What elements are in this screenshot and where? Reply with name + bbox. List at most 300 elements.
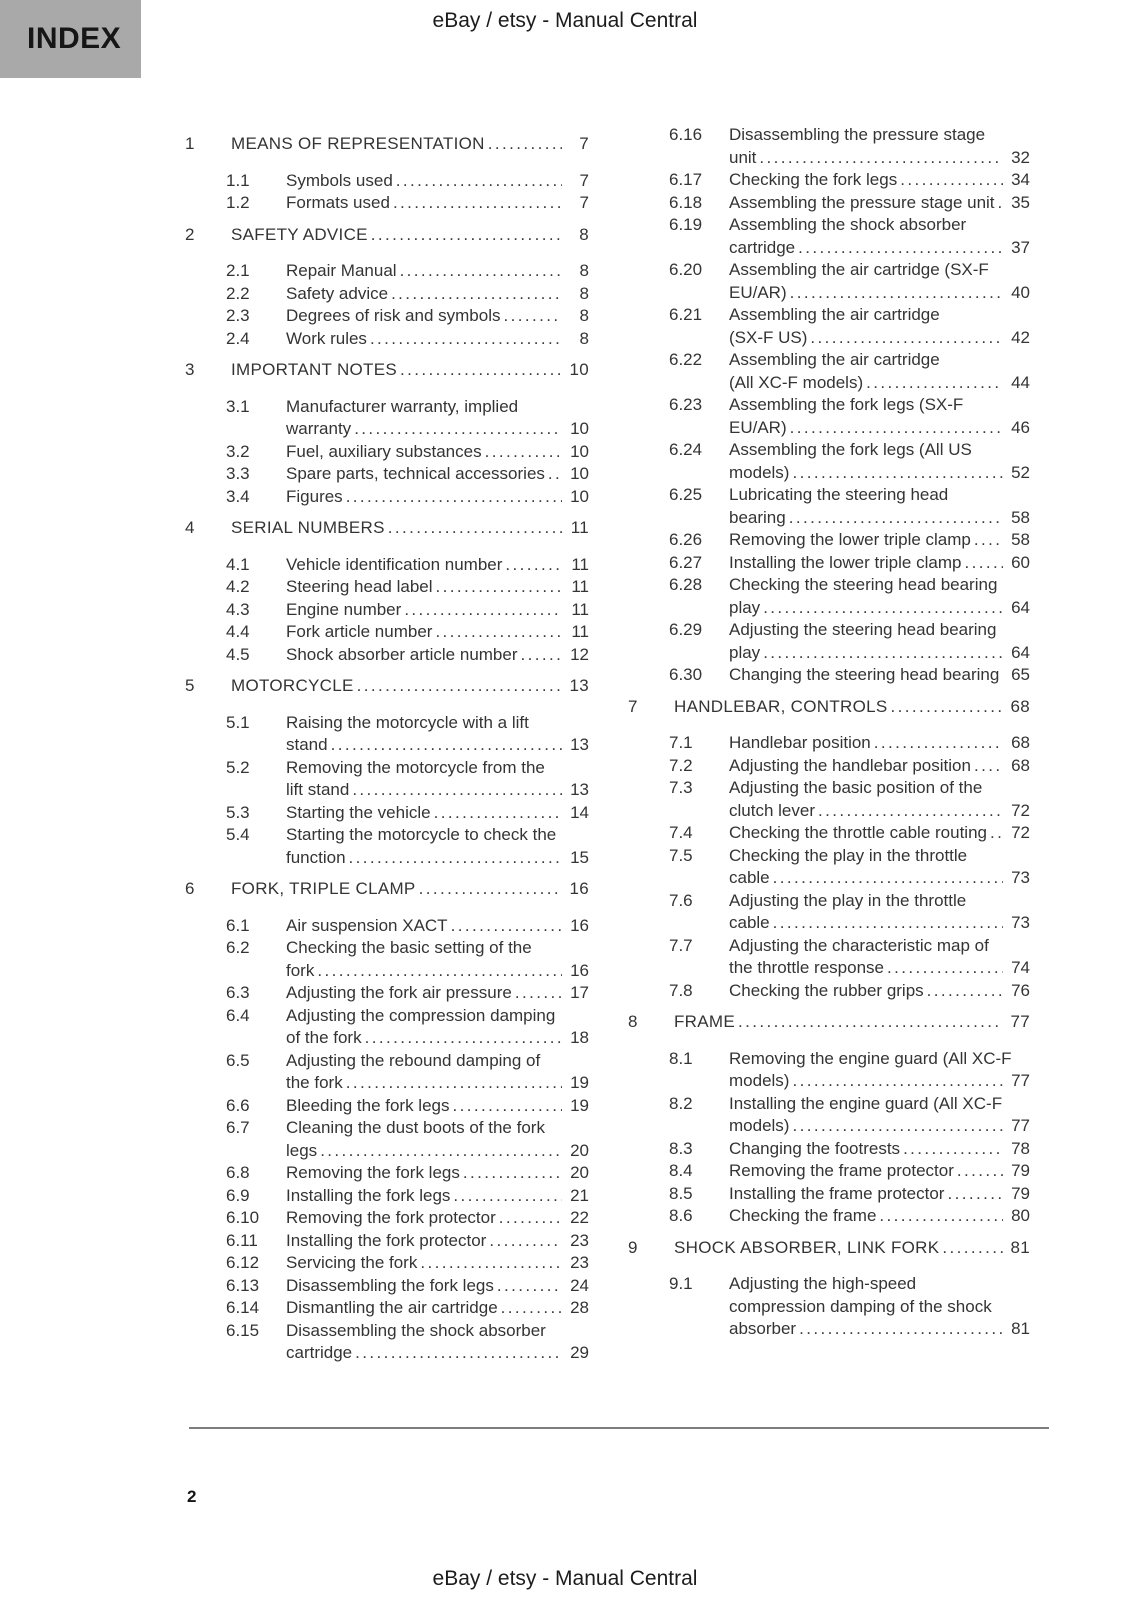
entry-title-line: Installing the engine guard (All XC-F <box>729 1093 1003 1113</box>
entry-page-number: 79 <box>1011 1183 1030 1203</box>
entry-last-line <box>231 359 589 382</box>
entry-title-line: Checking the steering head bearing <box>729 575 998 594</box>
entry-title-line: Adjusting the play in the throttle <box>729 890 967 910</box>
entry-number: 6.8 <box>226 1163 250 1182</box>
entry-body <box>729 1093 1030 1138</box>
entry-title-line: Changing the footrests <box>729 1138 901 1158</box>
entry-last-line <box>729 800 1030 823</box>
dot-leader <box>404 599 562 622</box>
dot-leader <box>370 328 562 351</box>
toc-entry-9 <box>628 1237 1030 1260</box>
entry-number: 6.10 <box>226 1208 260 1227</box>
dot-leader <box>874 732 1003 755</box>
entry-page-number: 58 <box>1011 507 1030 527</box>
entry-last-line <box>729 957 1030 980</box>
entry-body <box>674 1237 1030 1260</box>
entry-body <box>729 169 1030 192</box>
entry-last-line <box>286 1140 589 1163</box>
toc-entry-6.7 <box>185 1117 589 1162</box>
entry-body <box>729 777 1030 822</box>
toc-entry-9.1 <box>628 1273 1030 1341</box>
toc-entry-6.18 <box>628 192 1030 215</box>
entry-number: 6.15 <box>226 1320 260 1340</box>
entry-number: 6 <box>185 879 195 898</box>
entry-page-number: 23 <box>570 1230 589 1250</box>
entry-page-number: 64 <box>1011 642 1030 662</box>
dot-leader <box>505 554 562 577</box>
entry-last-line <box>286 1095 589 1118</box>
toc-entry-4 <box>185 517 589 540</box>
entry-body <box>286 621 589 644</box>
toc-entry-6.28 <box>628 574 1030 619</box>
entry-page-number: 32 <box>1011 147 1030 167</box>
entry-last-line <box>729 597 1030 620</box>
entry-number: 6.16 <box>669 125 703 144</box>
entry-title-line: Removing the motorcycle from the <box>286 757 545 777</box>
entry-number: 9.1 <box>669 1274 693 1293</box>
entry-title-line: MOTORCYCLE <box>231 676 354 695</box>
dot-leader <box>738 1011 1003 1034</box>
entry-body <box>286 554 589 577</box>
entry-last-line <box>729 147 1030 170</box>
entry-title-line: Starting the motorcycle to check the <box>286 825 557 844</box>
toc-entry-6.4 <box>185 1005 589 1050</box>
entry-last-line <box>286 960 589 983</box>
entry-page-number: 10 <box>570 464 589 483</box>
entry-body <box>729 439 1030 484</box>
toc-column-left <box>185 124 589 1365</box>
entry-body <box>286 937 589 982</box>
entry-body <box>286 396 589 441</box>
dot-leader <box>927 980 1003 1003</box>
toc-entry-8 <box>628 1011 1030 1034</box>
entry-last-line <box>286 441 589 464</box>
entry-page-number: 10 <box>569 360 589 379</box>
entry-title-line: Formats used <box>286 193 390 212</box>
dot-leader <box>990 822 1003 845</box>
entry-page-number: 23 <box>570 1253 589 1272</box>
toc-entry-5 <box>185 675 589 698</box>
dot-leader <box>548 463 562 486</box>
entry-last-line <box>729 462 1030 485</box>
entry-last-line <box>286 644 589 667</box>
dot-leader <box>763 642 1003 665</box>
entry-page-number: 7 <box>579 134 589 153</box>
entry-body <box>729 664 1030 687</box>
dot-leader <box>964 552 1003 575</box>
entry-title-line: Removing the lower triple clamp <box>729 530 971 549</box>
entry-page-number: 42 <box>1011 327 1030 347</box>
entry-body <box>286 576 589 599</box>
entry-number: 4.4 <box>226 622 250 641</box>
toc-entry-6.19 <box>628 214 1030 259</box>
toc-entry-8.3 <box>628 1138 1030 1161</box>
entry-title-line: SERIAL NUMBERS <box>231 518 385 537</box>
entry-last-line <box>729 1138 1030 1161</box>
entry-title-line: of the fork <box>286 1028 362 1047</box>
toc-entry-1.1 <box>185 170 589 193</box>
entry-body <box>286 599 589 622</box>
toc-entry-8.2 <box>628 1093 1030 1138</box>
entry-body <box>286 283 589 306</box>
entry-last-line <box>286 486 589 509</box>
toc-entry-6.27 <box>628 552 1030 575</box>
entry-last-line <box>286 779 589 802</box>
entry-page-number: 8 <box>579 328 589 348</box>
toc-entry-8.6 <box>628 1205 1030 1228</box>
toc-entry-2.2 <box>185 283 589 306</box>
entry-body <box>729 214 1030 259</box>
entry-number: 3.1 <box>226 396 250 416</box>
entry-body <box>729 732 1030 755</box>
entry-title-line: Disassembling the shock absorber <box>286 1320 546 1340</box>
toc-entry-2.3 <box>185 305 589 328</box>
dot-leader <box>352 779 562 802</box>
entry-last-line <box>286 1207 589 1230</box>
toc-entry-4.1 <box>185 554 589 577</box>
entry-number: 4.5 <box>226 644 250 664</box>
entry-page-number: 65 <box>1011 665 1030 684</box>
entry-number: 7.4 <box>669 823 693 842</box>
entry-body <box>729 529 1030 552</box>
dot-leader <box>320 1140 562 1163</box>
entry-last-line <box>286 1342 589 1365</box>
entry-number: 7.6 <box>669 890 693 910</box>
dot-leader <box>349 847 562 870</box>
entry-page-number: 16 <box>569 879 589 898</box>
dot-leader <box>436 576 562 599</box>
entry-page-number: 46 <box>1011 417 1030 437</box>
dot-leader <box>798 237 1003 260</box>
entry-title-line: Fork article number <box>286 622 433 641</box>
entry-last-line <box>286 599 589 622</box>
entry-title-line: Assembling the fork legs (SX-F <box>729 395 964 414</box>
entry-title-line: EU/AR) <box>729 417 787 437</box>
entry-body <box>286 1320 589 1365</box>
entry-page-number: 10 <box>570 486 589 506</box>
entry-page-number: 11 <box>571 622 589 641</box>
entry-title-line: unit <box>729 147 757 167</box>
entry-number: 6.6 <box>226 1095 250 1115</box>
entry-title-line: Vehicle identification number <box>286 554 503 574</box>
dot-leader <box>388 517 562 540</box>
entry-last-line <box>729 1183 1030 1206</box>
dot-leader <box>317 960 562 983</box>
entry-body <box>286 463 589 486</box>
toc-entry-3.3 <box>185 463 589 486</box>
entry-title-line: Adjusting the steering head bearing <box>729 620 997 639</box>
dot-leader <box>331 734 562 757</box>
entry-body <box>286 1252 589 1275</box>
entry-body <box>729 822 1030 845</box>
entry-last-line <box>286 1185 589 1208</box>
entry-page-number: 58 <box>1011 530 1030 549</box>
entry-title-line: fork <box>286 960 315 980</box>
toc-entry-3.2 <box>185 441 589 464</box>
toc-entry-7 <box>628 696 1030 719</box>
entry-last-line <box>729 282 1030 305</box>
entry-number: 2.3 <box>226 306 250 325</box>
entry-body <box>729 1183 1030 1206</box>
entry-last-line <box>286 260 589 283</box>
toc-entry-7.6 <box>628 890 1030 935</box>
dot-leader <box>371 224 562 247</box>
entry-page-number: 13 <box>569 676 589 695</box>
entry-title-line: Symbols used <box>286 170 393 190</box>
entry-title-line: Assembling the air cartridge <box>729 350 940 369</box>
entry-number: 6.5 <box>226 1050 250 1070</box>
entry-last-line <box>729 732 1030 755</box>
toc-entry-1.2 <box>185 192 589 215</box>
entry-title-line: EU/AR) <box>729 282 787 302</box>
entry-last-line <box>729 1115 1030 1138</box>
entry-title-line: Figures <box>286 486 343 506</box>
entry-page-number: 8 <box>579 283 589 303</box>
entry-last-line <box>729 372 1030 395</box>
entry-number: 8.1 <box>669 1048 693 1068</box>
entry-page-number: 18 <box>570 1028 589 1047</box>
entry-title-line: Removing the fork legs <box>286 1163 460 1182</box>
entry-last-line <box>729 642 1030 665</box>
entry-page-number: 24 <box>570 1275 589 1295</box>
entry-body <box>286 915 589 938</box>
toc-entry-6.2 <box>185 937 589 982</box>
entry-body <box>729 259 1030 304</box>
toc-entry-6.13 <box>185 1275 589 1298</box>
entry-title-line: Disassembling the pressure stage <box>729 125 986 144</box>
toc-entry-6.26 <box>628 529 1030 552</box>
entry-title-line: bearing <box>729 507 786 527</box>
toc-entry-2 <box>185 224 589 247</box>
entry-body <box>729 1205 1030 1228</box>
entry-last-line <box>286 621 589 644</box>
entry-body <box>729 304 1030 349</box>
entry-page-number: 68 <box>1011 755 1030 775</box>
entry-title-line: Checking the frame <box>729 1206 877 1225</box>
toc-column-right <box>628 124 1030 1341</box>
dot-leader <box>346 1072 562 1095</box>
entry-page-number: 73 <box>1011 868 1030 887</box>
entry-number: 6.23 <box>669 395 703 414</box>
entry-body <box>231 133 589 156</box>
entry-title-line: Adjusting the compression damping <box>286 1005 556 1025</box>
entry-title-line: warranty <box>286 419 352 438</box>
entry-number: 5.2 <box>226 757 250 777</box>
entry-body <box>286 1095 589 1118</box>
toc-entry-6.21 <box>628 304 1030 349</box>
entry-page-number: 73 <box>1011 913 1030 932</box>
entry-last-line <box>286 1297 589 1320</box>
dot-leader <box>451 915 562 938</box>
entry-last-line <box>729 327 1030 350</box>
dot-leader <box>792 462 1003 485</box>
entry-last-line <box>286 554 589 577</box>
dot-leader <box>974 529 1003 552</box>
entry-last-line <box>286 418 589 441</box>
entry-page-number: 60 <box>1011 552 1030 572</box>
entry-number: 6.28 <box>669 575 703 594</box>
entry-body <box>729 484 1030 529</box>
entry-last-line <box>286 305 589 328</box>
dot-leader <box>900 169 1003 192</box>
dot-leader <box>799 1318 1003 1341</box>
entry-last-line <box>729 552 1030 575</box>
entry-number: 6.13 <box>226 1275 260 1295</box>
entry-number: 8.5 <box>669 1183 693 1203</box>
entry-last-line <box>729 1205 1030 1228</box>
entry-title-line: Adjusting the characteristic map of <box>729 935 989 955</box>
dot-leader <box>1002 664 1003 687</box>
toc-entry-6.12 <box>185 1252 589 1275</box>
entry-title-line: Checking the throttle cable routing <box>729 823 987 842</box>
entry-last-line <box>286 170 589 193</box>
entry-number: 6.21 <box>669 305 703 324</box>
entry-last-line <box>231 878 589 901</box>
toc-entry-7.1 <box>628 732 1030 755</box>
entry-title-line: Air suspension XACT <box>286 915 448 935</box>
entry-page-number: 19 <box>570 1095 589 1115</box>
entry-page-number: 44 <box>1011 372 1030 392</box>
entry-number: 7.5 <box>669 845 693 865</box>
entry-body <box>729 1048 1030 1093</box>
entry-body <box>729 349 1030 394</box>
entry-title-line: Assembling the shock absorber <box>729 215 967 234</box>
entry-title-line: Installing the fork protector <box>286 1230 487 1250</box>
entry-title-line: cable <box>729 868 770 887</box>
dot-leader <box>420 1252 562 1275</box>
entry-page-number: 8 <box>579 224 589 244</box>
entry-number: 4 <box>185 518 195 537</box>
entry-body <box>674 696 1030 719</box>
entry-title-line: Fuel, auxiliary substances <box>286 441 482 461</box>
toc-entry-2.4 <box>185 328 589 351</box>
entry-last-line <box>729 980 1030 1003</box>
entry-body <box>729 755 1030 778</box>
entry-body <box>729 619 1030 664</box>
entry-number: 6.1 <box>226 915 250 935</box>
entry-body <box>729 1273 1030 1341</box>
entry-number: 6.26 <box>669 530 703 549</box>
entry-body <box>286 1230 589 1253</box>
entry-title-line: legs <box>286 1140 318 1160</box>
entry-last-line <box>729 417 1030 440</box>
toc-entry-8.1 <box>628 1048 1030 1093</box>
entry-page-number: 20 <box>570 1163 589 1182</box>
entry-number: 6.9 <box>226 1185 250 1205</box>
dot-leader <box>435 621 562 644</box>
toc-entry-4.4 <box>185 621 589 644</box>
dot-leader <box>792 1115 1003 1138</box>
entry-number: 6.30 <box>669 665 703 684</box>
toc-entry-6.16 <box>628 124 1030 169</box>
toc-entry-7.8 <box>628 980 1030 1003</box>
entry-page-number: 72 <box>1011 800 1030 820</box>
dot-leader <box>521 644 562 667</box>
entry-title-line: Work rules <box>286 328 367 348</box>
entry-page-number: 17 <box>570 983 589 1002</box>
entry-title-line: models) <box>729 462 790 482</box>
entry-title-line: Safety advice <box>286 283 389 303</box>
entry-page-number: 29 <box>570 1343 589 1362</box>
dot-leader <box>773 912 1003 935</box>
entry-title-line: absorber <box>729 1319 797 1338</box>
entry-page-number: 10 <box>570 419 589 438</box>
toc-entry-6.23 <box>628 394 1030 439</box>
dot-leader <box>792 1070 1003 1093</box>
dot-leader <box>488 133 562 156</box>
entry-title-line: the fork <box>286 1073 343 1092</box>
entry-number: 8 <box>628 1012 638 1031</box>
entry-page-number: 21 <box>570 1185 589 1205</box>
entry-last-line <box>286 1027 589 1050</box>
entry-title-line: Steering head label <box>286 577 433 596</box>
entry-body <box>286 644 589 667</box>
dot-leader <box>354 418 562 441</box>
entry-number: 6.20 <box>669 260 703 279</box>
entry-last-line <box>286 847 589 870</box>
dot-leader <box>887 957 1003 980</box>
entry-last-line <box>286 328 589 351</box>
toc-entry-7.5 <box>628 845 1030 890</box>
entry-title-line: clutch lever <box>729 800 815 820</box>
entry-body <box>286 802 589 825</box>
dot-leader <box>773 867 1003 890</box>
toc-entry-6.8 <box>185 1162 589 1185</box>
entry-title-line: Raising the motorcycle with a lift <box>286 712 529 732</box>
entry-last-line <box>729 192 1030 215</box>
entry-body <box>674 1011 1030 1034</box>
dot-leader <box>393 192 562 215</box>
entry-page-number: 11 <box>571 554 589 574</box>
entry-page-number: 7 <box>579 170 589 190</box>
dot-leader <box>891 696 1003 719</box>
entry-last-line <box>286 1072 589 1095</box>
entry-body <box>286 486 589 509</box>
entry-body <box>231 878 589 901</box>
entry-number: 2 <box>185 224 195 244</box>
entry-title-line: (All XC-F models) <box>729 372 864 392</box>
toc-entry-6.20 <box>628 259 1030 304</box>
entry-title-line: Assembling the air cartridge <box>729 305 940 324</box>
entry-title-line: stand <box>286 735 328 754</box>
entry-body <box>231 517 589 540</box>
toc-entry-3 <box>185 359 589 382</box>
entry-page-number: 14 <box>570 802 589 822</box>
entry-last-line <box>231 517 589 540</box>
dot-leader <box>391 283 562 306</box>
toc-entry-6.6 <box>185 1095 589 1118</box>
entry-body <box>729 394 1030 439</box>
entry-title-line: Handlebar position <box>729 733 871 752</box>
dot-leader <box>497 1275 562 1298</box>
entry-last-line <box>729 169 1030 192</box>
entry-body <box>286 441 589 464</box>
entry-last-line <box>729 1070 1030 1093</box>
dot-leader <box>763 597 1003 620</box>
footer-page-number: 2 <box>187 1487 197 1506</box>
entry-title-line: Checking the basic setting of the <box>286 938 532 957</box>
entry-number: 6.22 <box>669 350 703 369</box>
entry-last-line <box>674 1011 1030 1034</box>
toc-entry-3.4 <box>185 486 589 509</box>
toc-entry-5.2 <box>185 757 589 802</box>
footer-title: eBay / etsy - Manual Central <box>432 1567 698 1590</box>
entry-number: 2.4 <box>226 328 250 348</box>
entry-title-line: Bleeding the fork legs <box>286 1095 450 1115</box>
toc-entry-7.4 <box>628 822 1030 845</box>
entry-last-line <box>286 802 589 825</box>
entry-title-line: (SX-F US) <box>729 327 808 347</box>
